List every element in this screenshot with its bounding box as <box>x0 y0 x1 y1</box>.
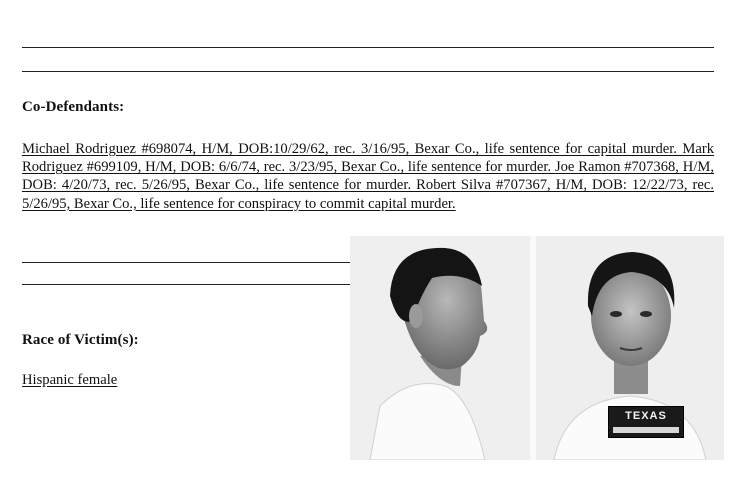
mugshot-photo <box>350 236 724 460</box>
codefendants-heading: Co-Defendants: <box>22 99 125 115</box>
codefendants-text <box>22 140 714 213</box>
race-of-victim-value: Hispanic female <box>22 372 118 388</box>
profile-photo <box>350 236 530 460</box>
placard-label: TEXAS <box>625 410 667 422</box>
form-rule-4 <box>22 284 350 285</box>
placard-number-strip <box>613 427 679 433</box>
form-rule-3 <box>22 262 350 263</box>
codefendants-paragraph: Michael Rodriguez #698074, H/M, DOB:10/29/62, rec. 3/16/95, Bexar Co., life sentence for capital murder. Mark Rodriguez #699109, H/M, DOB: 6/6/74, rec. 3/23/95, Bexar Co., life sentence for murder. Joe Ramon #707368, H/M, DOB: 4/20/73, rec. 5/26/95, Bexar Co., life sentence for murder. Robert Silva #707367, H/M, DOB: 12/22/73, rec. 5/26/95, Bexar Co., life sentence for conspiracy to commit capital murder. <box>22 141 714 212</box>
id-placard <box>608 406 684 438</box>
form-rule-2 <box>22 71 714 72</box>
form-rule-1 <box>22 47 714 48</box>
race-of-victim-heading: Race of Victim(s): <box>22 332 139 348</box>
profile-portrait-illustration <box>350 236 530 460</box>
